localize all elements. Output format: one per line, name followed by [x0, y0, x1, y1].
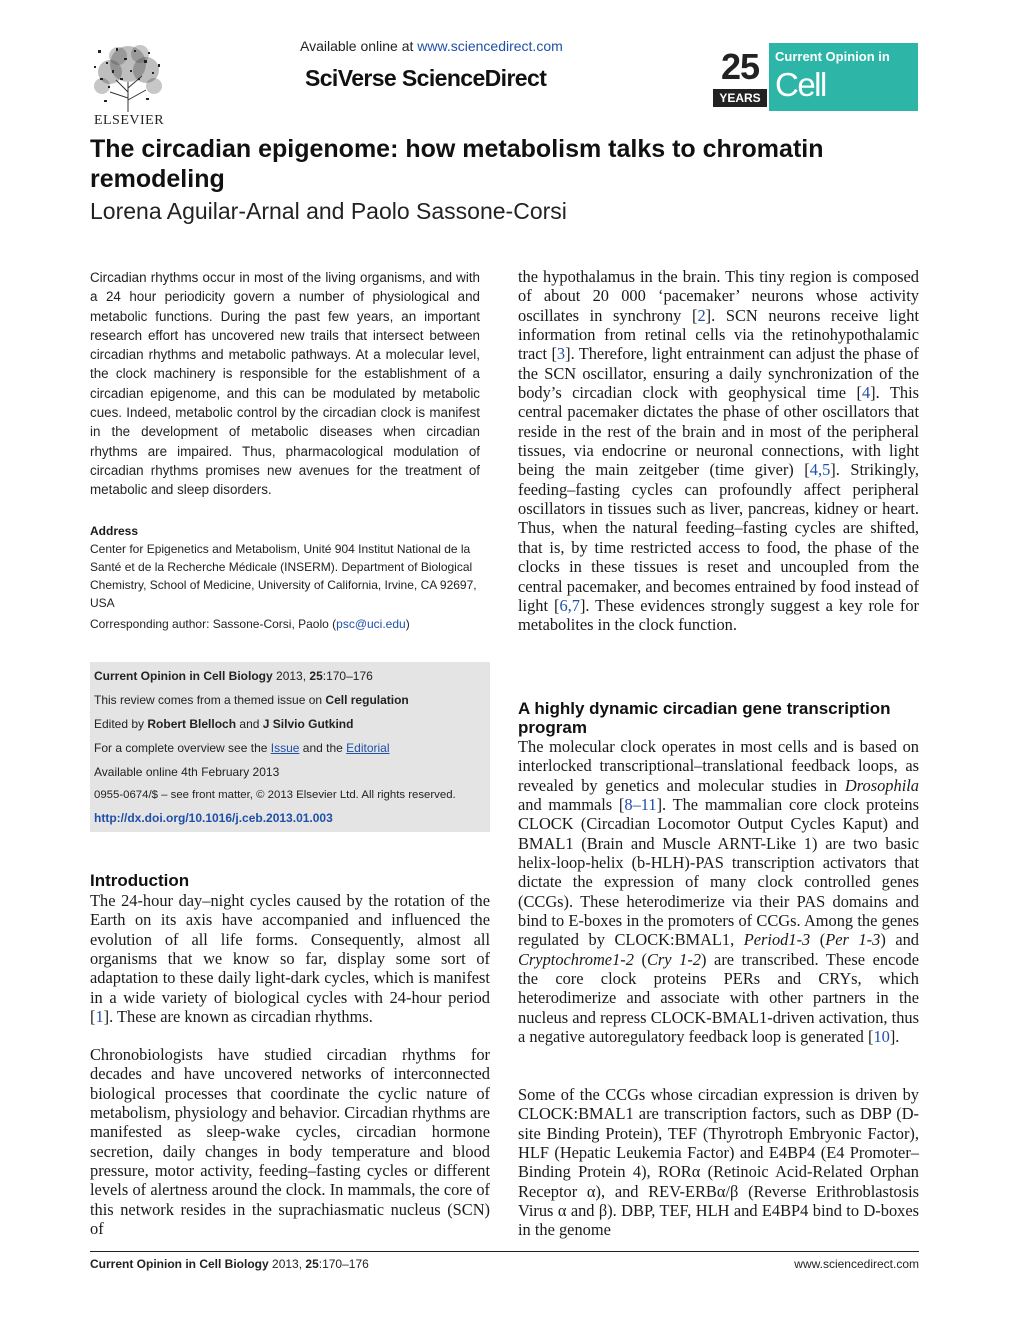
info-year: 2013,	[276, 669, 307, 683]
citation-link[interactable]: 3	[556, 344, 566, 364]
footer-volume: 25	[305, 1257, 319, 1271]
text-segment: ]. This central pacemaker dictates the phase of other oscillators that reside in the rest of the brain and in most of the peripheral tissues, via endocrine or neuronal connections, with light being the main zeitgeber (time giver) [	[518, 383, 919, 480]
info-overview-and: and the	[299, 741, 347, 755]
body-paragraph-hypothalamus	[518, 267, 919, 635]
italic-term: Per 1-3	[825, 930, 881, 950]
text-segment: and mammals [	[518, 795, 625, 815]
info-editors	[94, 717, 353, 731]
corresponding-suffix: )	[405, 617, 410, 631]
journal-logo-bottom: Cell Biology	[775, 66, 873, 143]
body-paragraph-ccgs: Some of the CCGs whose circadian expression is driven by CLOCK:BMAL1 are transcription factors, such as DBP (D-site Binding Protein), TEF (Thyrotroph Embryonic Factor), HLF (Hepatic Leukemia Factor) and E4BP4 (E4 Promoter–Binding Protein 4), RORα (Retinoic Acid-Related Orphan Receptor α), and REV-ERBα/β (Reverse Erithroblastosis Virus α and β). DBP, TEF, HLH and E4BP4 bind to D-boxes in the genome	[518, 1085, 919, 1240]
info-journal: Current Opinion in Cell Biology	[94, 669, 273, 683]
publisher-name: ELSEVIER	[93, 113, 165, 128]
info-edited-and: and	[236, 717, 263, 731]
author-email-link[interactable]: psc@uci.edu	[336, 617, 406, 631]
italic-term: Period1-3	[743, 930, 811, 950]
corresponding-prefix: Corresponding author: Sassone-Corsi, Paolo (	[90, 617, 337, 631]
body-paragraph-molecular-clock	[518, 737, 919, 1047]
introduction-paragraph-1	[90, 891, 490, 1026]
info-volume: 25	[309, 669, 323, 683]
citation-link[interactable]: 4,5	[809, 460, 831, 480]
available-prefix: Available online at	[300, 38, 418, 54]
address-text: Center for Epigenetics and Metabolism, Unité 904 Institut National de la Santé et de la Recherche Médicale (INSERM). Department of Biological Chemistry, School of Medicine, University of California, Irvine, CA 92697, USA	[90, 542, 477, 610]
citation-link[interactable]: 8–11	[624, 795, 657, 815]
info-themed-topic: Cell regulation	[325, 693, 409, 707]
footer-pages: :170–176	[318, 1257, 369, 1271]
footer-divider	[90, 1251, 919, 1252]
section-heading-transcription: A highly dynamic circadian gene transcription program	[518, 699, 891, 737]
article-info-box	[90, 662, 490, 832]
info-edited-prefix: Edited by	[94, 717, 148, 731]
italic-term: Cryptochrome1-2	[518, 949, 634, 969]
text-segment: ]. Therefore, light entrainment can adjust the phase of the SCN oscillator, ensuring a daily synchronization of the body’s circadian clock with geophysical time [	[518, 344, 920, 403]
years-number: 25	[720, 46, 760, 87]
years-badge	[713, 43, 767, 111]
citation-link[interactable]: 6,7	[559, 595, 580, 615]
citation-link[interactable]: 1	[95, 1007, 104, 1027]
citation-link[interactable]: 10	[873, 1027, 890, 1047]
info-available-online: Available online 4th February 2013	[94, 765, 280, 779]
italic-term: Cry 1-2	[646, 949, 702, 969]
footer-site-link[interactable]: www.sciencedirect.com	[794, 1257, 919, 1271]
article-authors: Lorena Aguilar-Arnal and Paolo Sassone-Corsi	[90, 198, 567, 224]
corresponding-author	[90, 617, 410, 631]
info-overview-prefix: For a complete overview see the	[94, 741, 271, 755]
address-heading: Address	[90, 524, 139, 538]
intro-p1-text-b: ]. These are known as circadian rhythms.	[103, 1007, 373, 1027]
footer-year: 2013,	[272, 1257, 303, 1271]
doi-link[interactable]: http://dx.doi.org/10.1016/j.ceb.2013.01.003	[94, 811, 333, 825]
footer-journal: Current Opinion in Cell Biology	[90, 1257, 269, 1271]
text-segment: ]. The mammalian core clock proteins CLOCK (Circadian Locomotor Output Cycles Kaput) and BMAL1 (Brain and Muscle ARNT-Like 1) are two basic helix-loop-helix (b-HLH)-PAS transcription activators that dictate the expression of many clock controlled genes (CCGs). These heterodimerize via their PAS domains and bind to E-boxes in the promoters of CCGs. Among the genes regulated by CLOCK:BMAL1,	[518, 795, 919, 950]
journal-logo	[713, 43, 918, 143]
citation-link[interactable]: 2	[697, 305, 706, 325]
footer-citation	[90, 1257, 369, 1271]
introduction-paragraph-2: Chronobiologists have studied circadian rhythms for decades and have uncovered networks of interconnected biological processes that coordinate the cyclic nature of metabolism, physiology and behavior. Circadian rhythms are manifested as sleep-wake cycles, circadian hormone secretion, daily changes in body temperature and blood pressure, motor activity, feeding–fasting cycles or different levels of alertness around the clock. In mammals, the core of this network resides in the suprachiasmatic nucleus (SCN) of	[90, 1045, 490, 1239]
editorial-link[interactable]: Editorial	[346, 741, 390, 755]
text-segment: ) and	[880, 930, 919, 950]
info-pages: :170–176	[322, 669, 373, 683]
abstract: Circadian rhythms occur in most of the living organisms, and with a 24 hour periodicity govern a number of physiological and metabolic functions. During the past few years, an important research effort has uncovered new trails that intersect between circadian rhythms and metabolic pathways. At a molecular level, the clock machinery is responsible for the establishment of a circadian epigenome, and this can be modulated by metabolic cues. Indeed, metabolic control by the circadian clock is manifest in the development of metabolic diseases when circadian rhythms are impaired. Thus, pharmacological modulation of circadian rhythms promises new avenues for the treatment of metabolic and sleep disorders.	[90, 270, 480, 498]
text-segment: ]. SCN neurons receive light information from retinal cells via the retinohypothalamic tract [	[518, 305, 919, 364]
available-online-line	[300, 38, 563, 54]
platform-name: SciVerse ScienceDirect	[305, 65, 547, 91]
journal-logo-top: Current Opinion in	[775, 49, 890, 64]
text-segment: ]. These evidences strongly suggest a key role for metabolites in the clock function.	[518, 595, 920, 635]
article-title: The circadian epigenome: how metabolism talks to chromatin remodeling	[90, 135, 824, 193]
text-segment: (	[633, 949, 647, 969]
text-segment: (	[810, 930, 826, 950]
years-label: YEARS	[713, 89, 767, 107]
intro-p1-text-a: The 24-hour day–night cycles caused by the rotation of the Earth on its axis have accompanied and influenced the evolution of all life forms. Consequently, almost all organisms that we know so far, display some sort of adaptation to these daily light-dark cycles, which is manifest in a wide variety of biological cycles with 24-hour period [	[90, 891, 490, 1027]
italic-term: Drosophila	[844, 775, 919, 795]
info-citation	[94, 669, 373, 683]
text-segment: ) are transcribed. These encode the core clock proteins PERs and CRYs, which heterodimerize and associate with other partners in the nucleus and repress CLOCK-BMAL1-driven activation, thus a negative autoregulatory feedback loop is generated [	[518, 949, 919, 1047]
text-segment: the hypothalamus in the brain. This tiny region is composed of about 20 000 ‘pacemaker’ neurons whose activity oscillates in synchrony [	[518, 267, 919, 325]
text-segment: ].	[889, 1027, 900, 1047]
introduction-heading: Introduction	[90, 871, 190, 890]
text-segment: The molecular clock operates in most cells and is based on interlocked transcriptional–translational feedback loops, as revealed by genetics and molecular studies in	[518, 737, 919, 795]
sciencedirect-link[interactable]: www.sciencedirect.com	[417, 38, 563, 54]
info-themed-prefix: This review comes from a themed issue on	[94, 693, 326, 707]
text-segment: ]. Strikingly, feeding–fasting cycles can profoundly affect peripheral oscillators in tissues such as liver, pancreas, kidney or heart. Thus, when the natural feeding–fasting cycles are shifted, that is, by time restricted access to food, the phase of the clocks in these tissues is reset and uncoupled from the central pacemaker, and becomes entrained by food instead of light [	[518, 460, 919, 615]
info-editor-2: J Silvio Gutkind	[262, 717, 354, 731]
info-themed-issue	[94, 693, 409, 707]
citation-link[interactable]: 4	[861, 383, 871, 403]
issue-link[interactable]: Issue	[270, 741, 300, 755]
info-copyright: 0955-0674/$ – see front matter, © 2013 Elsevier Ltd. All rights reserved.	[94, 789, 456, 801]
info-editor-1: Robert Blelloch	[147, 717, 237, 731]
info-overview	[94, 741, 390, 755]
